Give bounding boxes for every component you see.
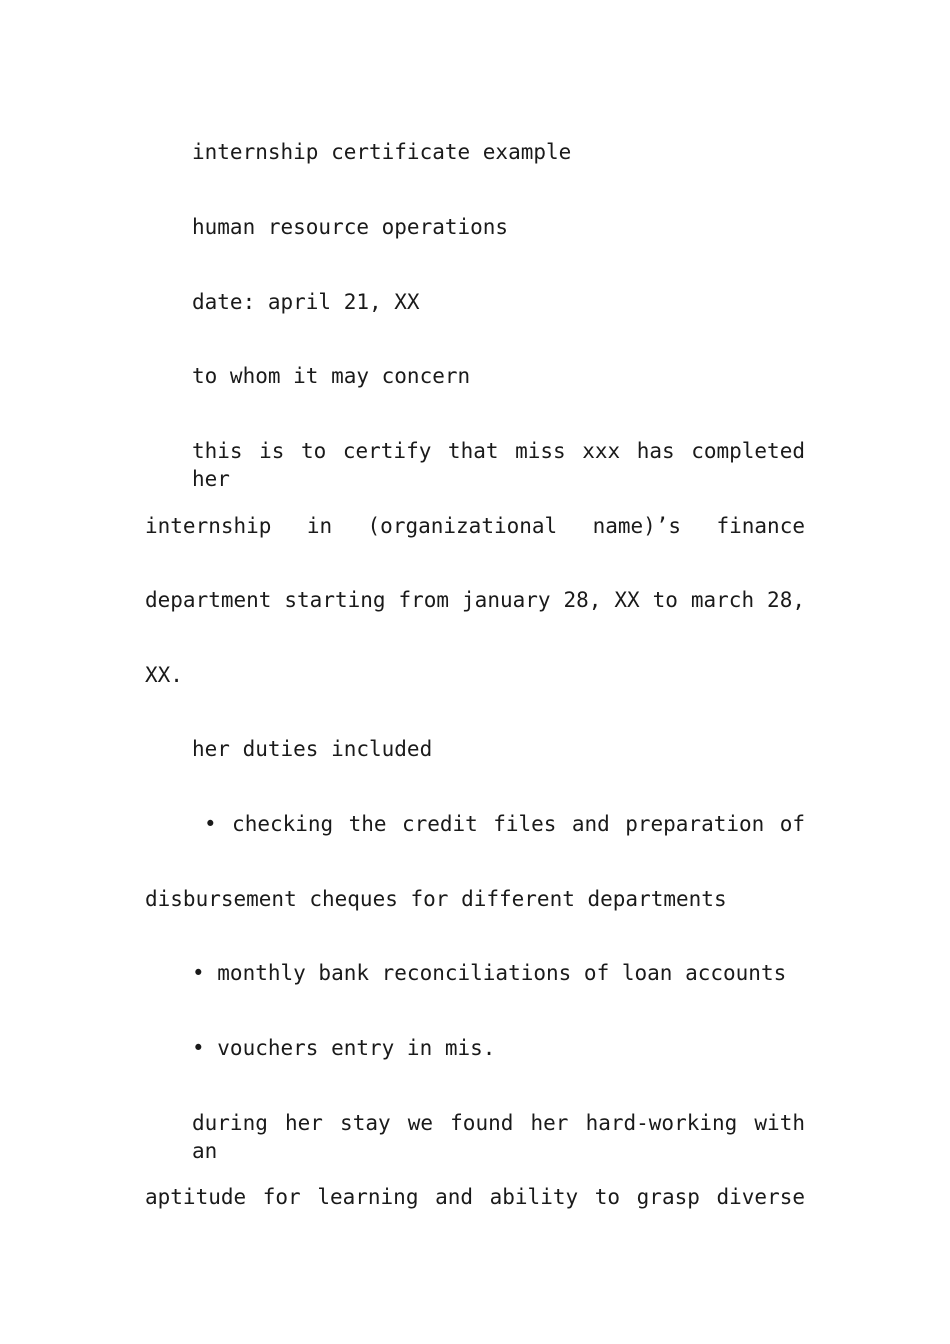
department-line: human resource operations (192, 215, 509, 239)
salutation: to whom it may concern (192, 364, 471, 388)
duty-item-1-line-2: disbursement cheques for different departments (145, 887, 727, 911)
body-line-4: XX. (145, 663, 183, 687)
body-line-3: department starting from january 28, XX to march 28, (145, 588, 805, 612)
duty-item-3: • vouchers entry in mis. (192, 1036, 496, 1060)
date-line: date: april 21, XX (192, 290, 420, 314)
duty-item-2: • monthly bank reconciliations of loan accounts (192, 961, 787, 985)
body-line-1: this is to certify that miss xxx has completed her (192, 439, 805, 491)
duty-item-1-line-1: • checking the credit files and preparation of (204, 812, 805, 836)
closing-line-1: during her stay we found her hard-working with an (192, 1111, 805, 1163)
closing-line-2: aptitude for learning and ability to grasp diverse (145, 1185, 805, 1209)
body-line-2: internship in (organizational name)’s finance (145, 514, 805, 538)
duties-heading: her duties included (192, 737, 433, 761)
document-title: internship certificate example (192, 140, 572, 164)
